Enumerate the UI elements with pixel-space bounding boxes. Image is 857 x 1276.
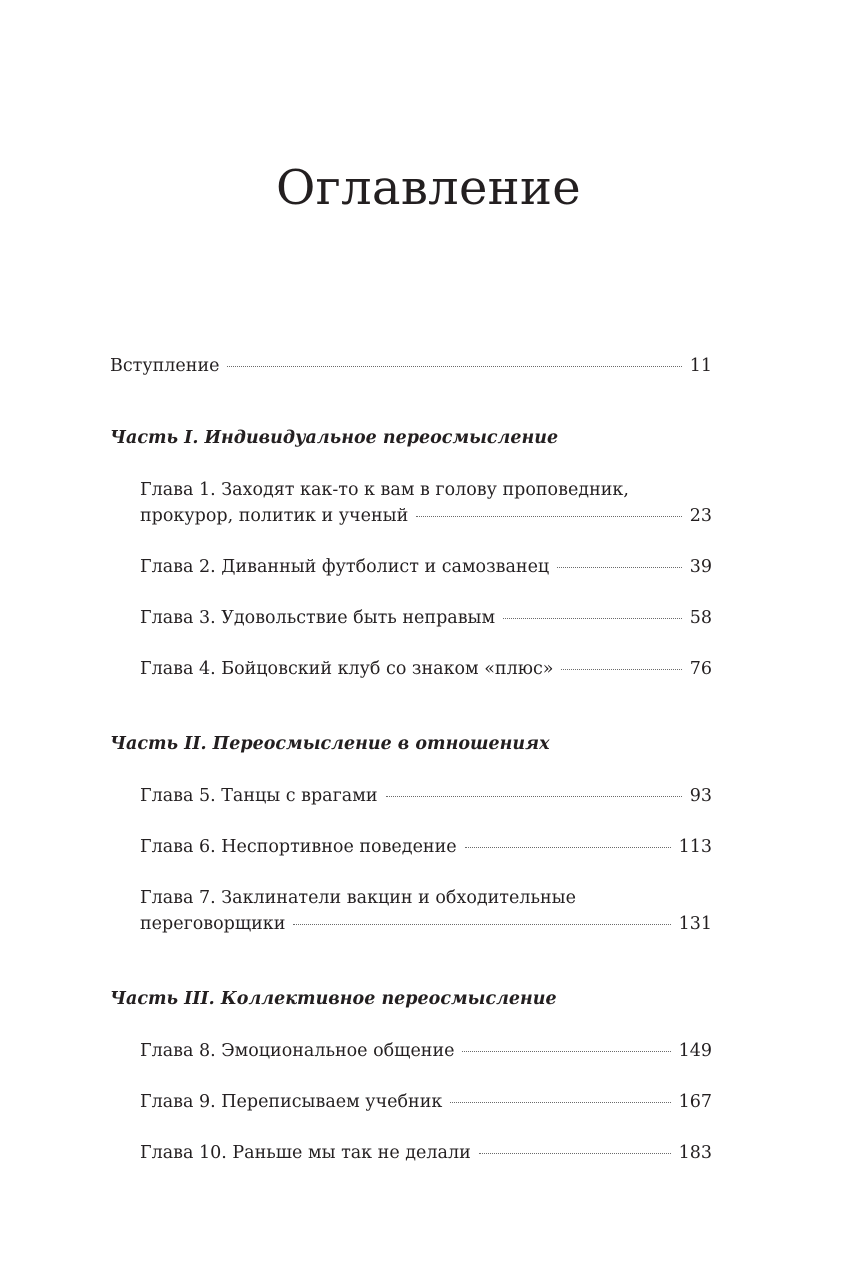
toc-entry-chapter-3[interactable] [110, 605, 712, 631]
dot-leader [416, 516, 681, 517]
dot-leader [557, 567, 682, 568]
toc-entry-label: Глава 5. Танцы с врагами [140, 786, 378, 806]
toc-entry-chapter-8[interactable] [110, 1038, 712, 1064]
page-title: Оглавление [276, 160, 581, 216]
dot-leader [227, 366, 681, 367]
toc-entry-chapter-10[interactable] [110, 1140, 712, 1166]
toc-entry-label: Глава 2. Диванный футболист и самозванец [140, 557, 550, 577]
toc-entry-label: Глава 4. Бойцовский клуб со знаком «плюс» [140, 659, 554, 679]
toc-entry-page: 131 [678, 914, 712, 934]
toc-entry-intro[interactable] [110, 353, 712, 379]
toc-entry-page: 149 [678, 1041, 712, 1061]
dot-leader [293, 924, 670, 925]
toc-entry-label: Глава 8. Эмоциональное общение [140, 1041, 455, 1061]
toc-entry-chapter-5[interactable] [110, 783, 712, 809]
toc-entry-page: 113 [678, 837, 712, 857]
part-heading: Часть III. Коллективное переосмысление [110, 989, 557, 1009]
dot-leader [450, 1102, 670, 1103]
toc-entry-page: 93 [689, 786, 712, 806]
toc-entry-chapter-2[interactable] [110, 554, 712, 580]
toc-entry-label-line1: Глава 1. Заходят как-то к вам в голову проповедник, [140, 480, 629, 500]
dot-leader [386, 796, 682, 797]
part-heading: Часть II. Переосмысление в отношениях [110, 734, 550, 754]
dot-leader [479, 1153, 671, 1154]
toc-entry-label: прокурор, политик и ученый [140, 506, 409, 526]
toc-entry-label: переговорщики [140, 914, 286, 934]
toc-entry-label: Глава 6. Неспортивное поведение [140, 837, 457, 857]
toc-entry-chapter-9[interactable] [110, 1089, 712, 1115]
dot-leader [465, 847, 671, 848]
dot-leader [462, 1051, 670, 1052]
toc-entry-label: Глава 10. Раньше мы так не делали [140, 1143, 471, 1163]
toc-entry-page: 23 [689, 506, 712, 526]
toc-entry-chapter-4[interactable] [110, 656, 712, 682]
toc-entry-page: 39 [689, 557, 712, 577]
dot-leader [503, 618, 682, 619]
toc-entry-page: 167 [678, 1092, 712, 1112]
toc-entry-chapter-1[interactable] [110, 477, 712, 529]
toc-entry-chapter-6[interactable] [110, 834, 712, 860]
toc-entry-label: Глава 3. Удовольствие быть неправым [140, 608, 496, 628]
toc-entry-page: 183 [678, 1143, 712, 1163]
part-heading: Часть I. Индивидуальное переосмысление [110, 428, 559, 448]
toc-entry-page: 11 [689, 356, 712, 376]
toc-entry-page: 58 [689, 608, 712, 628]
dot-leader [561, 669, 681, 670]
toc-entry-label: Глава 9. Переписываем учебник [140, 1092, 443, 1112]
toc-entry-page: 76 [689, 659, 712, 679]
toc-entry-chapter-7[interactable] [110, 885, 712, 937]
toc-entry-label-line1: Глава 7. Заклинатели вакцин и обходительные [140, 888, 576, 908]
toc-entry-label: Вступление [110, 356, 220, 376]
table-of-contents [110, 353, 712, 1191]
